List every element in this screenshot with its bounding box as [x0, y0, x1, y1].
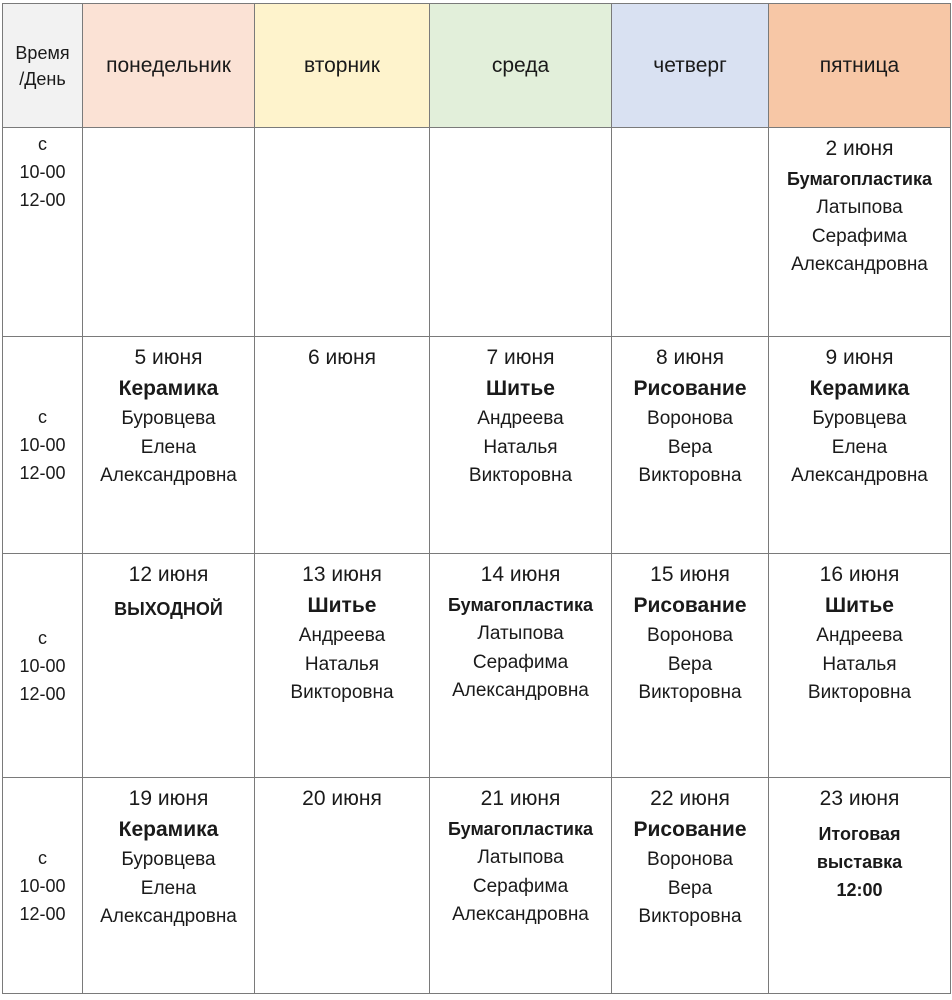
teacher-name: Александровна	[452, 904, 589, 925]
teacher-name: Серафима	[472, 651, 569, 673]
activity-title: Бумагопластика	[447, 595, 594, 615]
date-label: 15 июня	[650, 563, 730, 586]
activity-title: Бумагопластика	[786, 169, 933, 189]
day-cell-tuesday	[255, 554, 430, 778]
day-header-tuesday: вторник	[255, 4, 430, 128]
teacher-name: Елена	[140, 877, 197, 899]
teacher-name: Латыпова	[816, 197, 903, 218]
teacher-name: Серафима	[811, 225, 908, 247]
activity-title: Керамика	[809, 377, 910, 400]
time-line: с	[38, 847, 47, 868]
time-line: 10-00	[19, 875, 66, 896]
day-cell-wednesday	[430, 778, 612, 994]
corner-line-2: /День	[19, 68, 66, 89]
teacher-name: Вера	[667, 653, 713, 675]
date-label: 2 июня	[825, 137, 894, 160]
day-header-monday: понедельник	[83, 4, 255, 128]
teacher-name: Андреева	[816, 625, 903, 646]
date-label: 20 июня	[302, 787, 382, 810]
activity-title: Шитье	[825, 594, 894, 617]
exhibition-note: Итоговая	[818, 824, 901, 844]
time-line: 10-00	[19, 162, 66, 182]
activity-title: Рисование	[633, 818, 747, 841]
activity-title: Шитье	[486, 377, 555, 400]
day-cell-thursday	[612, 128, 769, 337]
teacher-name: Вера	[667, 877, 713, 899]
time-cell	[3, 554, 83, 778]
time-line: 12-00	[19, 683, 66, 704]
activity-title: Керамика	[118, 377, 219, 400]
time-cell	[3, 337, 83, 554]
day-cell-wednesday	[430, 128, 612, 337]
date-label: 12 июня	[128, 563, 209, 586]
date-label: 5 июня	[134, 346, 203, 369]
date-label: 9 июня	[825, 346, 894, 369]
teacher-name: Латыпова	[477, 847, 564, 868]
date-label: 8 июня	[656, 346, 724, 369]
teacher-name: Викторовна	[638, 682, 742, 703]
day-header-wednesday: среда	[430, 4, 612, 128]
teacher-name: Александровна	[791, 465, 928, 486]
teacher-name: Наталья	[304, 653, 380, 675]
day-cell-friday	[769, 554, 951, 778]
activity-title: Рисование	[633, 377, 747, 400]
teacher-name: Александровна	[100, 465, 237, 486]
activity-title: Шитье	[307, 594, 377, 617]
day-cell-thursday	[612, 337, 769, 554]
time-day-header	[3, 4, 83, 128]
teacher-name: Александровна	[791, 254, 928, 275]
activity-title: ВЫХОДНОЙ	[114, 599, 223, 619]
time-line: 10-00	[19, 655, 66, 676]
date-label: 22 июня	[650, 787, 730, 810]
teacher-name: Викторовна	[638, 906, 742, 927]
exhibition-note: выставка	[816, 852, 903, 872]
teacher-name: Андреева	[477, 408, 564, 429]
teacher-name: Викторовна	[807, 682, 912, 703]
day-header-thursday: четверг	[612, 4, 769, 128]
time-line: с	[38, 627, 47, 648]
time-line: с	[38, 134, 47, 154]
activity-title: Бумагопластика	[447, 819, 594, 839]
teacher-name: Александровна	[100, 906, 237, 927]
activity-title: Рисование	[633, 594, 747, 617]
teacher-name: Александровна	[452, 680, 589, 701]
day-cell-thursday	[612, 778, 769, 994]
corner-line-1: Время	[15, 42, 70, 63]
schedule-row	[3, 554, 951, 778]
teacher-name: Воронова	[647, 625, 733, 646]
day-cell-friday	[769, 778, 951, 994]
day-cell-friday	[769, 128, 951, 337]
teacher-name: Елена	[140, 436, 197, 458]
date-label: 19 июня	[128, 787, 209, 810]
teacher-name: Елена	[831, 436, 888, 458]
day-cell-wednesday	[430, 554, 612, 778]
teacher-name: Викторовна	[290, 682, 394, 703]
day-cell-monday	[83, 128, 255, 337]
day-header-friday: пятница	[769, 4, 951, 128]
teacher-name: Наталья	[483, 436, 558, 458]
teacher-name: Воронова	[647, 849, 733, 870]
teacher-name: Вера	[667, 436, 713, 458]
header-row	[3, 4, 951, 128]
day-cell-thursday	[612, 554, 769, 778]
teacher-name: Буровцева	[121, 849, 216, 870]
teacher-name: Буровцева	[812, 408, 907, 429]
schedule-row	[3, 128, 951, 337]
date-label: 6 июня	[308, 346, 376, 369]
date-label: 14 июня	[480, 563, 561, 586]
activity-title: Керамика	[118, 818, 219, 841]
schedule-row	[3, 778, 951, 994]
time-cell	[3, 778, 83, 994]
day-cell-monday	[83, 337, 255, 554]
teacher-name: Воронова	[647, 408, 733, 429]
day-cell-monday	[83, 554, 255, 778]
date-label: 16 июня	[819, 563, 900, 586]
time-line: с	[38, 407, 47, 427]
day-cell-tuesday	[255, 128, 430, 337]
day-cell-monday	[83, 778, 255, 994]
date-label: 23 июня	[819, 787, 900, 810]
teacher-name: Латыпова	[477, 623, 564, 644]
time-line: 12-00	[19, 463, 66, 483]
time-cell	[3, 128, 83, 337]
day-cell-tuesday	[255, 337, 430, 554]
date-label: 7 июня	[486, 346, 555, 369]
teacher-name: Наталья	[822, 653, 897, 675]
day-cell-wednesday	[430, 337, 612, 554]
date-label: 21 июня	[480, 787, 561, 810]
day-cell-friday	[769, 337, 951, 554]
teacher-name: Серафима	[472, 875, 569, 897]
schedule-row	[3, 337, 951, 554]
schedule-table	[2, 3, 951, 994]
time-line: 12-00	[19, 903, 66, 924]
teacher-name: Андреева	[298, 625, 386, 646]
teacher-name: Викторовна	[468, 465, 573, 486]
exhibition-note: 12:00	[836, 880, 883, 900]
date-label: 13 июня	[302, 563, 382, 586]
teacher-name: Буровцева	[121, 408, 216, 429]
time-line: 10-00	[19, 435, 66, 455]
time-line: 12-00	[19, 190, 66, 210]
teacher-name: Викторовна	[638, 465, 742, 486]
day-cell-tuesday	[255, 778, 430, 994]
